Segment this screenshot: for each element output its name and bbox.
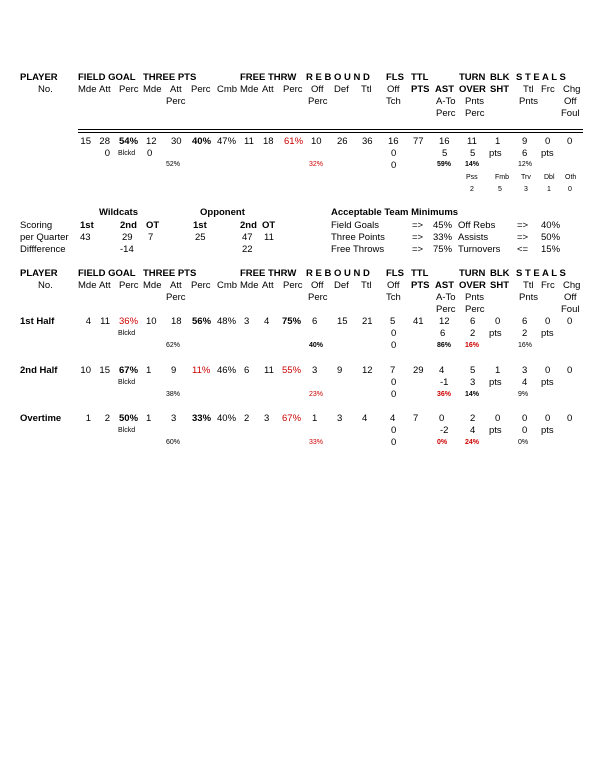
scoring-wild-2nd: 29: [122, 232, 133, 243]
h2-reb-off-perc: Perc: [308, 292, 328, 303]
h2-fg-perc: Perc: [119, 280, 139, 291]
tot-reb-off: 10: [311, 136, 322, 147]
half-tp-att: 3: [171, 413, 177, 424]
tot-ast-2: 5: [442, 148, 448, 159]
half-tp-att-perc: 62%: [166, 342, 181, 349]
h2-chg-2: Off: [564, 292, 577, 303]
half-ast: 0: [439, 413, 445, 424]
scoring-opp-ot-hdr: OT: [262, 220, 276, 231]
sub-fg-perc: Perc: [119, 84, 139, 95]
header-steals: S T E A L S: [516, 72, 566, 83]
min-val2-2: 15%: [541, 244, 561, 255]
sub-label-fmb: Fmb: [495, 174, 509, 181]
tot-cmb: 47%: [217, 136, 237, 147]
scoring-label-2: Diffference: [20, 244, 66, 255]
sub-chg-1: Chg: [563, 84, 581, 95]
half-pts: 7: [413, 413, 419, 424]
minimums-title: Acceptable Team Minimums: [331, 207, 459, 218]
tot-fg-mde: 15: [80, 136, 91, 147]
sub-tp-att: Att: [170, 84, 182, 95]
header2-blk: BLK: [490, 268, 510, 279]
sub-frc: Frc: [541, 84, 555, 95]
half-ft-mde: 3: [244, 316, 250, 327]
half-name: Overtime: [20, 413, 62, 424]
h2-reb-def: Def: [334, 280, 349, 291]
min-val2-1: 50%: [541, 232, 561, 243]
tot-ast-perc: 59%: [437, 161, 452, 168]
half-stl-frc: 0: [545, 316, 551, 327]
tot-fg-perc: 54%: [119, 136, 139, 147]
sub-over: OVER: [459, 84, 486, 95]
half-ast-2: 6: [440, 328, 446, 339]
half-blk: 0: [495, 316, 501, 327]
h2-ttl-pnts-2: Pnts: [519, 292, 539, 303]
sub-value-oth: 0: [568, 186, 572, 193]
header-free-thrw: FREE THRW: [240, 72, 297, 83]
min-val-1: 33%: [433, 232, 453, 243]
header2-ttl: TTL: [411, 268, 429, 279]
sub-label-pss: Pss: [466, 174, 478, 181]
half-over-2: 2: [470, 328, 476, 339]
tot-fg-blk-lbl: Blckd: [118, 150, 136, 157]
min-val-0: 45%: [433, 220, 453, 231]
half-fg-att: 2: [104, 413, 110, 424]
tot-tp-blk-val: 0: [147, 148, 153, 159]
half-ast-perc: 36%: [437, 391, 452, 398]
half-blk-lbl: Blckd: [118, 330, 136, 337]
half-fls-3: 0: [391, 437, 397, 448]
half-reb-off: 6: [312, 316, 318, 327]
h2-chg-3: Foul: [561, 304, 580, 315]
half-reb-def: 9: [337, 365, 343, 376]
tot-over-perc: 14%: [465, 161, 480, 168]
sub-ast: AST: [435, 84, 454, 95]
min-op-1: =>: [412, 232, 424, 243]
sub-pnts-2: Perc: [465, 108, 485, 119]
half-ft-att: 4: [264, 316, 270, 327]
min-label-1: Three Points: [331, 232, 385, 243]
scoring-wildcats: Wildcats: [99, 207, 138, 218]
min-val2-0: 40%: [541, 220, 561, 231]
sub-sht: SHT: [490, 84, 509, 95]
scoring-diff: -14: [120, 244, 134, 255]
half-fls-3: 0: [391, 340, 397, 351]
sub-off-tch-1: Off: [387, 84, 400, 95]
h2-tp-perc: Perc: [191, 280, 211, 291]
tot-ast: 16: [439, 136, 450, 147]
header-no: No.: [38, 84, 53, 95]
h2-ft-mde: Mde: [240, 280, 259, 291]
half-fg-att: 15: [99, 365, 110, 376]
sub-value-trv: 3: [524, 186, 528, 193]
sub-tp-mde: Mde: [143, 84, 162, 95]
header2-free-thrw: FREE THRW: [240, 268, 297, 279]
sub-off-tch-2: Tch: [386, 96, 401, 107]
half-stl-chg: 0: [567, 413, 573, 424]
header2-field-goal: FIELD GOAL: [78, 268, 136, 279]
half-tp-mde: 10: [146, 316, 157, 327]
half-stl-ttl: 6: [522, 316, 528, 327]
half-ast-perc: 86%: [437, 342, 452, 349]
h2-sht: SHT: [490, 280, 509, 291]
header-three-pts: THREE PTS: [143, 72, 197, 83]
half-reb-def: 15: [337, 316, 348, 327]
half-stl-frc: 0: [545, 365, 551, 376]
tot-stl-ttl: 9: [522, 136, 528, 147]
scoring-opp-2nd-hdr: 2nd: [240, 220, 257, 231]
header-field-goal: FIELD GOAL: [78, 72, 136, 83]
tot-over: 11: [467, 136, 477, 147]
half-fg-mde: 10: [80, 365, 91, 376]
scoring-opponent: Opponent: [200, 207, 245, 218]
half-name: 2nd Half: [20, 365, 58, 376]
tot-stl-frc: 0: [545, 136, 551, 147]
scoring-opp-diff: 22: [242, 244, 253, 255]
sub-label-oth: Oth: [565, 174, 577, 181]
half-blk-pts: pts: [489, 328, 502, 339]
min-label2-2: Turnovers: [458, 244, 501, 255]
h2-off-tch-2: Tch: [386, 292, 401, 303]
sub-ft-att: Att: [262, 84, 274, 95]
h2-ast: AST: [435, 280, 454, 291]
tot-reb-ttl: 36: [362, 136, 373, 147]
h2-reb-off: Off: [311, 280, 324, 291]
half-stl-chg: 0: [567, 316, 573, 327]
half-fg-perc: 36%: [119, 316, 139, 327]
min-label-2: Free Throws: [331, 244, 385, 255]
half-reb-ttl: 4: [362, 413, 368, 424]
rule-bottom: [78, 132, 583, 133]
half-fls: 7: [390, 365, 396, 376]
sub-reb-ttl: Ttl: [361, 84, 372, 95]
half-over-perc: 14%: [465, 391, 480, 398]
half-stl-ttl-2: 4: [522, 377, 528, 388]
h2-fg-mde: Mde: [78, 280, 97, 291]
half-reb-off-perc: 33%: [309, 439, 324, 446]
sub-value-dbl: 1: [547, 186, 551, 193]
min-op2-0: =>: [517, 220, 529, 231]
half-ft-perc: 75%: [282, 316, 302, 327]
scoring-wild-2nd-hdr: 2nd: [120, 220, 137, 231]
sub-reb-def: Def: [334, 84, 349, 95]
h2-tp-mde: Mde: [143, 280, 162, 291]
half-ft-perc: 55%: [282, 365, 302, 376]
half-stl-ttl-2: 0: [522, 425, 528, 436]
sub-value-pss: 2: [470, 186, 474, 193]
scoring-wild-1st-hdr: 1st: [80, 220, 94, 231]
half-reb-ttl: 21: [362, 316, 373, 327]
half-ft-mde: 6: [244, 365, 250, 376]
half-tp-mde: 1: [146, 365, 152, 376]
half-fg-mde: 4: [85, 316, 91, 327]
half-stl-chg: 0: [567, 365, 573, 376]
sub-tp-perc: Perc: [191, 84, 211, 95]
half-tp-perc: 56%: [192, 316, 212, 327]
header2-rebound: R E B O U N D: [306, 268, 370, 279]
tot-tp-perc: 40%: [192, 136, 212, 147]
sub-reb-off-perc: Perc: [308, 96, 328, 107]
header2-player: PLAYER: [20, 268, 58, 279]
h2-ft-perc: Perc: [283, 280, 303, 291]
tot-reb-off-perc: 32%: [309, 161, 324, 168]
min-label-0: Field Goals: [331, 220, 380, 231]
tot-fg-blk-val: 0: [104, 148, 110, 159]
min-val-2: 75%: [433, 244, 453, 255]
scoring-wild-ot-hdr: OT: [146, 220, 160, 231]
scoring-opp-2nd: 47: [242, 232, 253, 243]
half-stl-frc: 0: [545, 413, 551, 424]
sub-ttl-pnts-1: Ttl: [523, 84, 534, 95]
sub-label-dbl: Dbl: [544, 174, 555, 181]
half-tp-mde: 1: [146, 413, 152, 424]
half-blk-pts: pts: [489, 377, 502, 388]
min-op2-1: =>: [517, 232, 529, 243]
tot-ft-mde: 11: [244, 136, 254, 147]
header2-turn: TURN: [459, 268, 486, 279]
header-blk: BLK: [490, 72, 510, 83]
half-pts: 29: [413, 365, 424, 376]
half-fg-mde: 1: [85, 413, 91, 424]
half-stl-perc: 0%: [518, 439, 529, 446]
half-tp-att: 18: [171, 316, 182, 327]
half-blk: 0: [495, 413, 501, 424]
half-reb-off: 3: [312, 365, 318, 376]
half-fg-perc: 50%: [119, 413, 139, 424]
half-ft-att: 3: [264, 413, 270, 424]
half-stl-ttl: 0: [522, 413, 528, 424]
half-fls-3: 0: [391, 389, 397, 400]
half-blk-lbl: Blckd: [118, 427, 136, 434]
header2-steals: S T E A L S: [516, 268, 566, 279]
half-fls-2: 0: [391, 377, 397, 388]
sub-fg-mde: Mde: [78, 84, 97, 95]
half-cmb: 48%: [217, 316, 237, 327]
half-reb-def: 3: [337, 413, 343, 424]
sub-pts: PTS: [411, 84, 430, 95]
half-stl-ttl: 3: [522, 365, 528, 376]
half-ft-att: 11: [264, 365, 274, 376]
sub-a-to-1: A-To: [436, 96, 456, 107]
scoring-opp-ot: 11: [264, 232, 274, 243]
half-ast: 12: [439, 316, 450, 327]
h2-frc: Frc: [541, 280, 555, 291]
h2-ft-att: Att: [262, 280, 274, 291]
half-stl-ttl-2: 2: [522, 328, 528, 339]
half-over: 5: [470, 365, 476, 376]
tot-stl-ttl-2: 6: [522, 148, 528, 159]
tot-stl-frc-2: pts: [541, 148, 554, 159]
h2-tp-att: Att: [170, 280, 182, 291]
scoring-opp-1st: 25: [195, 232, 206, 243]
scoring-wild-ot: 7: [148, 232, 154, 243]
rule-top: [78, 129, 583, 130]
scoring-wild-1st: 43: [80, 232, 91, 243]
half-over: 2: [470, 413, 476, 424]
half-over-2: 4: [470, 425, 476, 436]
half-stl-frc-2: pts: [541, 377, 554, 388]
h2-over: OVER: [459, 280, 486, 291]
sub-fg-att: Att: [99, 84, 111, 95]
tot-ft-att: 18: [263, 136, 274, 147]
half-ast-perc: 0%: [437, 439, 448, 446]
sub-ttl-pnts-2: Pnts: [519, 96, 539, 107]
sub-chg-3: Foul: [561, 108, 580, 119]
header2-three-pts: THREE PTS: [143, 268, 197, 279]
half-stl-perc: 16%: [518, 342, 533, 349]
half-fls-2: 0: [391, 328, 397, 339]
sub-ft-perc: Perc: [283, 84, 303, 95]
half-tp-perc: 33%: [192, 413, 212, 424]
sub-a-to-2: Perc: [436, 108, 456, 119]
half-reb-off-perc: 23%: [309, 391, 324, 398]
tot-ft-perc: 61%: [284, 136, 304, 147]
half-stl-frc-2: pts: [541, 425, 554, 436]
half-ast-2: -1: [440, 377, 449, 388]
half-blk: 1: [495, 365, 501, 376]
half-tp-att: 9: [171, 365, 177, 376]
min-op-2: =>: [412, 244, 424, 255]
tot-fls: 16: [388, 136, 399, 147]
tot-blk: 1: [495, 136, 501, 147]
h2-chg-1: Chg: [563, 280, 581, 291]
tot-stl-perc: 12%: [518, 161, 533, 168]
half-over-perc: 24%: [465, 439, 480, 446]
header2-fls: FLS: [386, 268, 404, 279]
h2-a-to-2: Perc: [436, 304, 456, 315]
sub-reb-off: Off: [311, 84, 324, 95]
tot-over-2: 5: [470, 148, 476, 159]
sub-ft-mde: Mde: [240, 84, 259, 95]
half-tp-att-perc: 38%: [166, 391, 181, 398]
tot-pts: 77: [413, 136, 424, 147]
header-ttl: TTL: [411, 72, 429, 83]
header-turn: TURN: [459, 72, 486, 83]
tot-blk-pts: pts: [489, 148, 502, 159]
half-blk-pts: pts: [489, 425, 502, 436]
header-fls: FLS: [386, 72, 404, 83]
h2-a-to-1: A-To: [436, 292, 456, 303]
sub-pnts-1: Pnts: [465, 96, 485, 107]
half-tp-att-perc: 60%: [166, 439, 181, 446]
half-fls: 5: [390, 316, 396, 327]
half-tp-perc: 11%: [192, 365, 211, 376]
half-ast: 4: [439, 365, 445, 376]
half-reb-ttl: 12: [362, 365, 373, 376]
tot-fls-2: 0: [391, 148, 397, 159]
half-over: 6: [470, 316, 476, 327]
tot-tp-mde: 12: [146, 136, 157, 147]
h2-cmb: Cmb: [217, 280, 238, 291]
tot-stl-chg: 0: [567, 136, 573, 147]
min-label2-0: Off Rebs: [458, 220, 496, 231]
half-ft-perc: 67%: [282, 413, 302, 424]
half-stl-frc-2: pts: [541, 328, 554, 339]
h2-reb-ttl: Ttl: [361, 280, 372, 291]
scoring-opp-1st-hdr: 1st: [193, 220, 207, 231]
tot-fls-3: 0: [391, 160, 397, 171]
tot-fg-att: 28: [99, 136, 110, 147]
header2-no: No.: [38, 280, 53, 291]
half-fg-perc: 67%: [119, 365, 139, 376]
tot-tp-att-perc: 52%: [166, 161, 181, 168]
sub-label-trv: Trv: [521, 174, 531, 181]
half-ft-mde: 2: [244, 413, 250, 424]
tot-reb-def: 26: [337, 136, 348, 147]
half-over-perc: 16%: [465, 342, 480, 349]
half-fls-2: 0: [391, 425, 397, 436]
tot-tp-att: 30: [171, 136, 182, 147]
half-ast-2: -2: [440, 425, 449, 436]
header-player: PLAYER: [20, 72, 58, 83]
half-stl-perc: 9%: [518, 391, 529, 398]
half-pts: 41: [413, 316, 424, 327]
h2-off-tch-1: Off: [387, 280, 400, 291]
half-reb-off: 1: [312, 413, 318, 424]
half-cmb: 40%: [217, 413, 237, 424]
header-rebound: R E B O U N D: [306, 72, 370, 83]
min-op2-2: <=: [517, 244, 529, 255]
h2-pnts-1: Pnts: [465, 292, 485, 303]
h2-pnts-2: Perc: [465, 304, 485, 315]
sub-cmb: Cmb: [217, 84, 238, 95]
scoring-label-0: Scoring: [20, 220, 53, 231]
h2-pts: PTS: [411, 280, 430, 291]
sub-chg-2: Off: [564, 96, 577, 107]
h2-ttl-pnts-1: Ttl: [523, 280, 534, 291]
half-name: 1st Half: [20, 316, 55, 327]
half-blk-lbl: Blckd: [118, 379, 136, 386]
min-op-0: =>: [412, 220, 424, 231]
half-fg-att: 11: [100, 316, 110, 327]
scoring-label-1: per Quarter: [20, 232, 69, 243]
half-reb-off-perc: 40%: [309, 342, 324, 349]
min-label2-1: Assists: [458, 232, 489, 243]
h2-tp-att-perc: Perc: [166, 292, 186, 303]
half-over-2: 3: [470, 377, 476, 388]
h2-fg-att: Att: [99, 280, 111, 291]
half-cmb: 46%: [217, 365, 237, 376]
sub-value-fmb: 5: [498, 186, 502, 193]
sub-tp-att-perc: Perc: [166, 96, 186, 107]
half-fls: 4: [390, 413, 396, 424]
